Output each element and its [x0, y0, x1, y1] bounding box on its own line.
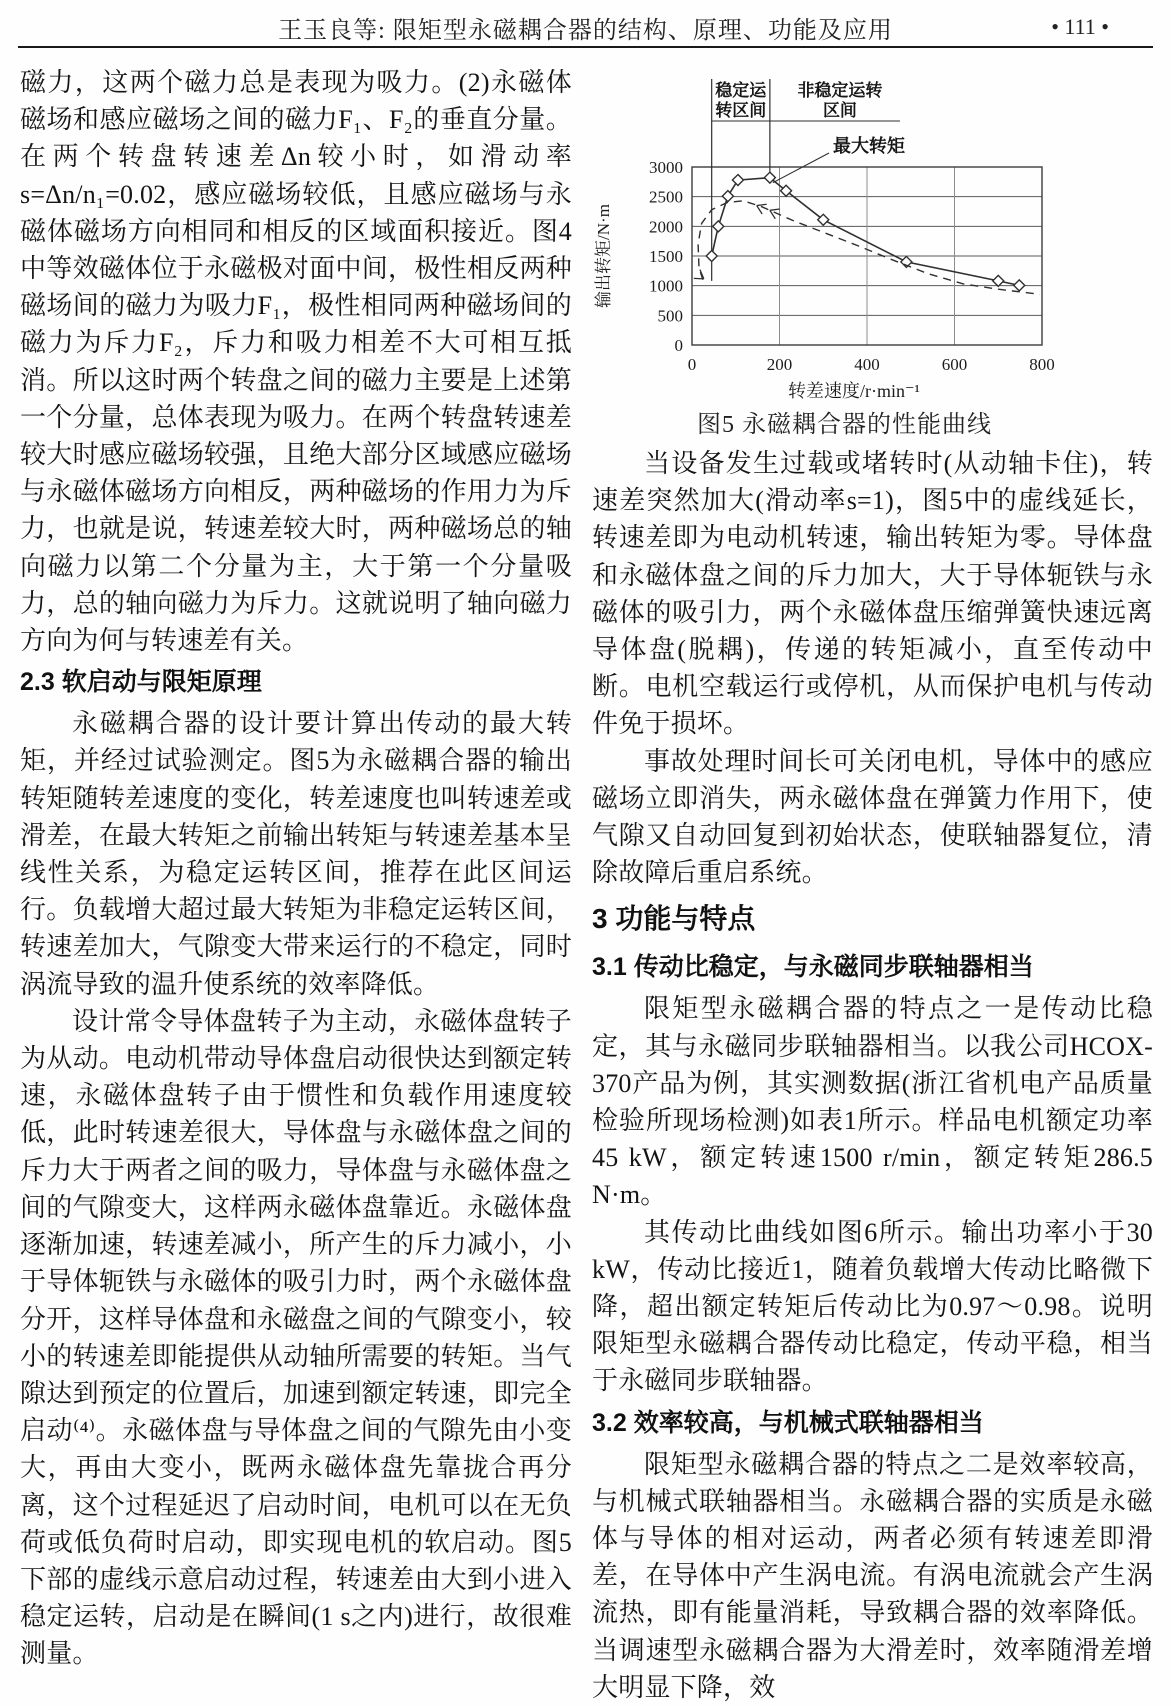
direction-arrowhead — [770, 209, 780, 210]
data-marker-diamond — [732, 175, 743, 186]
data-marker-diamond — [993, 275, 1004, 286]
data-marker-diamond — [722, 191, 733, 202]
y-tick-label: 500 — [658, 306, 684, 325]
y-tick-label: 3000 — [649, 158, 683, 177]
paragraph-ratio-2: 其传动比曲线如图6所示。输出功率小于30 kW，传动比接近1，随着负载增大传动比略微下降，超出额定转矩后传动比为0.97～0.98。说明限矩型永磁耦合器传动比稳定，传动平稳，相当于永磁同步联轴器。 — [592, 1214, 1153, 1400]
paragraph-magnetic-force: 磁力，这两个磁力总是表现为吸力。(2)永磁体磁场和感应磁场之间的磁力F₁、F₂的垂直分量。在两个转盘转速差Δn较小时，如滑动率s=Δn/n₁=0.02，感应磁场较低，且感应磁场与永磁体磁场方向相同和相反的区域面积接近。图4中等效磁体位于永磁极对面中间，极性相反两种磁场间的磁力为吸力F₁，极性相同两种磁场间的磁力为斥力F₂，斥力和吸力相差不大可相互抵消。所以这时两个转盘之间的磁力主要是上述第一个分量，总体表现为吸力。在两个转盘转速差较大时感应磁场较强，且绝大部分区域感应磁场与永磁体磁场方向相反，两种磁场的作用力为斥力，也就是说，转速差较大时，两种磁场总的轴向磁力以第二个分量为主，大于第一个分量吸力，总的轴向磁力为斥力。这就说明了轴向磁力方向为何与转速差有关。 — [20, 64, 572, 659]
paragraph-overload: 当设备发生过载或堵转时(从动轴卡住)，转速差突然加大(滑动率s=1)，图5中的虚线延长，转速差即为电动机转速，输出转矩为零。导体盘和永磁体盘之间的斥力加大，大于导体轭铁与永磁体的吸引力，两个永磁体盘压缩弹簧快速远离导体盘(脱耦)，传递的转矩减小，直至传动中断。电机空载运行或停机，从而保护电机与传动件免于损坏。 — [592, 445, 1153, 743]
paragraph-soft-start-1: 永磁耦合器的设计要计算出传动的最大转矩，并经过试验测定。图5为永磁耦合器的输出转矩随转差速度的变化，转差速度也叫转速差或滑差，在最大转矩之前输出转矩与转速差基本呈线性关系，为稳定运转区间，推荐在此区间运行。负载增大超过最大转矩为非稳定运转区间，转速差加大，气隙变大带来运行的不稳定，同时涡流导致的温升使系统的效率降低。 — [20, 705, 572, 1003]
series-solid — [712, 178, 1020, 286]
right-column — [592, 64, 1153, 1706]
x-tick-label: 0 — [688, 355, 697, 374]
y-tick-label: 2500 — [649, 188, 683, 207]
heading-3-1: 3.1 传动比稳定，与永磁同步联轴器相当 — [592, 949, 1153, 985]
y-axis-label: 输出转矩/N·m — [594, 204, 613, 308]
x-tick-label: 600 — [942, 355, 968, 374]
data-marker-diamond — [706, 251, 717, 262]
stable-region-label: 稳定运转区间 — [715, 80, 767, 120]
x-axis-label: 转差速度/r·min⁻¹ — [788, 381, 920, 401]
unstable-region-label: 非稳定运转区间 — [797, 80, 882, 120]
max-torque-label: 最大转矩 — [833, 135, 905, 156]
data-marker-diamond — [1014, 280, 1025, 291]
heading-2-3: 2.3 软启动与限矩原理 — [20, 664, 572, 700]
y-tick-label: 2000 — [649, 217, 683, 236]
series-dashed — [698, 201, 1040, 294]
paragraph-efficiency: 限矩型永磁耦合器的特点之二是效率较高，与机械式联轴器相当。永磁耦合器的实质是永磁体与导体的相对运动，两者必须有转速差即滑差，在导体中产生涡电流。有涡电流就会产生涡流热，即有能量消耗，导致耦合器的效率降低。当调速型永磁耦合器为大滑差时，效率随滑差增大明显下降，效 — [592, 1446, 1153, 1706]
y-tick-label: 1000 — [649, 277, 683, 296]
y-tick-label: 1500 — [649, 247, 683, 266]
paragraph-recovery: 事故处理时间长可关闭电机，导体中的感应磁场立即消失，两永磁体盘在弹簧力作用下，使气隙又自动回复到初始状态，使联轴器复位，清除故障后重启系统。 — [592, 743, 1153, 892]
max-torque-leader — [773, 153, 829, 183]
direction-arrowhead — [757, 204, 767, 205]
figure5 — [592, 64, 1153, 439]
x-tick-label: 400 — [854, 355, 880, 374]
paragraph-soft-start-2: 设计常令导体盘转子为主动，永磁体盘转子为从动。电动机带动导体盘启动很快达到额定转速，永磁体盘转子由于惯性和负载作用速度较低，此时转速差很大，导体盘与永磁体盘之间的斥力大于两者之间的吸力，导体盘与永磁体盘之间的气隙变大，这样两永磁体盘靠近。永磁体盘逐渐加速，转速差减小，所产生的斥力减小，小于导体轭铁与永磁体的吸引力时，两个永磁体盘分开，这样导体盘和永磁盘之间的气隙变小，较小的转速差即能提供从动轴所需要的转矩。当气隙达到预定的位置后，加速到额定转速，即完全启动⁽⁴⁾。永磁体盘与导体盘之间的气隙先由小变大，再由大变小，既两永磁体盘先靠拢合再分离，这个过程延迟了启动时间，电机可以在无负荷或低负荷时启动，即实现电机的软启动。图5下部的虚线示意启动过程，转速差由大到小进入稳定运转，启动是在瞬间(1 s之内)进行，故很难测量。 — [20, 1003, 572, 1673]
two-column-body — [0, 48, 1171, 1706]
data-marker-diamond — [713, 221, 724, 232]
header-rule — [18, 46, 1153, 48]
heading-3: 3 功能与特点 — [592, 901, 1153, 937]
figure5-caption: 图5 永磁耦合器的性能曲线 — [592, 404, 1097, 439]
paragraph-ratio-1: 限矩型永磁耦合器的特点之一是传动比稳定，其与永磁同步联轴器相当。以我公司HCOX-370产品为例，其实测数据(浙江省机电产品质量检验所现场检测)如表1所示。样品电机额定功率45 kW，额定转速1500 r/min，额定转矩286.5 N·m。 — [592, 990, 1153, 1213]
page-number: • 111 • — [1051, 14, 1109, 40]
figure5-chart — [592, 64, 1153, 402]
left-column — [20, 64, 572, 1706]
running-title: 王玉良等: 限矩型永磁耦合器的结构、原理、功能及应用 — [0, 10, 1171, 45]
x-tick-label: 200 — [767, 355, 793, 374]
page-header — [0, 0, 1171, 48]
y-tick-label: 0 — [675, 336, 684, 355]
x-tick-label: 800 — [1029, 355, 1055, 374]
heading-3-2: 3.2 效率较高，与机械式联轴器相当 — [592, 1405, 1153, 1441]
